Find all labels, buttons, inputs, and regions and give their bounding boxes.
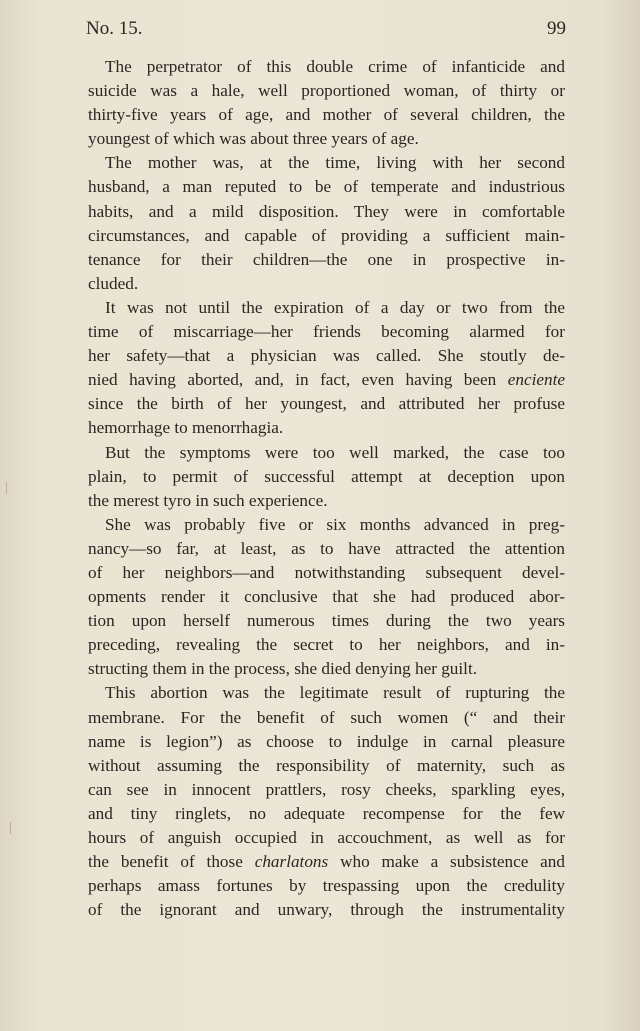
text-line: structing them in the process, she died denying her guilt. [88, 659, 478, 679]
text-line: thirty-five years of age, and mother of several children, the [88, 105, 565, 125]
text-line: But the symptoms were too well marked, the case too [105, 442, 565, 462]
text-line: tenance for their children—the one in prospective in- [88, 249, 565, 269]
text-line: This abortion was the legitimate result of rupturing the [105, 683, 565, 703]
text-line: of the ignorant and unwary, through the instrumentality [88, 900, 565, 920]
text-line: She was probably five or six months advanced in preg- [105, 514, 565, 534]
text-line: cluded. [88, 273, 139, 293]
text-line: can see in innocent prattlers, rosy cheeks, sparkling eyes, [88, 779, 565, 799]
text-line: tion upon herself numerous times during the two years [88, 611, 565, 631]
section-number: No. 15. [86, 18, 143, 39]
text-line: without assuming the responsibility of maternity, such as [88, 755, 565, 775]
text-line: husband, a man reputed to be of temperate and industrious [88, 177, 565, 197]
page-number: 99 [547, 18, 566, 39]
text-fragment: who make a subsistence and [340, 852, 565, 872]
page-speck [10, 822, 16, 834]
text-line: since the birth of her youngest, and attributed her profuse [88, 394, 565, 414]
text-line [88, 368, 565, 392]
text-line: time of miscarriage—her friends becoming alarmed for [88, 322, 565, 342]
text-line: youngest of which was about three years of age. [88, 129, 419, 149]
text-line: habits, and a mild disposition. They were in comfortable [88, 201, 565, 221]
running-header [86, 16, 566, 42]
text-line: circumstances, and capable of providing a sufficient main- [88, 225, 565, 245]
text-line: the merest tyro in such experience. [88, 490, 328, 510]
text-fragment: the benefit of those [88, 852, 243, 872]
text-line: preceding, revealing the secret to her neighbors, and in- [88, 635, 565, 655]
italic-term: enciente [507, 370, 565, 390]
page-speck [6, 482, 12, 494]
text-line: of her neighbors—and notwithstanding subsequent devel- [88, 562, 565, 582]
text-line: name is legion”) as choose to indulge in carnal pleasure [88, 731, 565, 751]
text-line: nancy—so far, at least, as to have attracted the attention [88, 538, 565, 558]
text-line: hours of anguish occupied in accouchment, as well as for [88, 828, 565, 847]
text-line: membrane. For the benefit of such women (“ and their [88, 707, 565, 727]
text-line: hemorrhage to menorrhagia. [88, 418, 284, 438]
italic-term: charlatons [254, 852, 329, 872]
text-line: The mother was, at the time, living with her second [105, 153, 565, 173]
text-line: and tiny ringlets, no adequate recompense for the few [88, 803, 565, 823]
text-line: perhaps amass fortunes by trespassing upon the credulity [88, 876, 565, 896]
text-line [88, 850, 565, 874]
text-line: opments render it conclusive that she had produced abor- [88, 587, 565, 607]
body-text [88, 55, 565, 922]
text-line: It was not until the expiration of a day or two from the [105, 297, 565, 317]
text-fragment: nied having aborted, and, in fact, even having been [88, 370, 497, 390]
text-line: plain, to permit of successful attempt at deception upon [88, 466, 565, 486]
text-line: suicide was a hale, well proportioned woman, of thirty or [88, 81, 565, 101]
text-line: her safety—that a physician was called. She stoutly de- [88, 346, 565, 366]
text-line: The perpetrator of this double crime of infanticide and [105, 57, 565, 76]
